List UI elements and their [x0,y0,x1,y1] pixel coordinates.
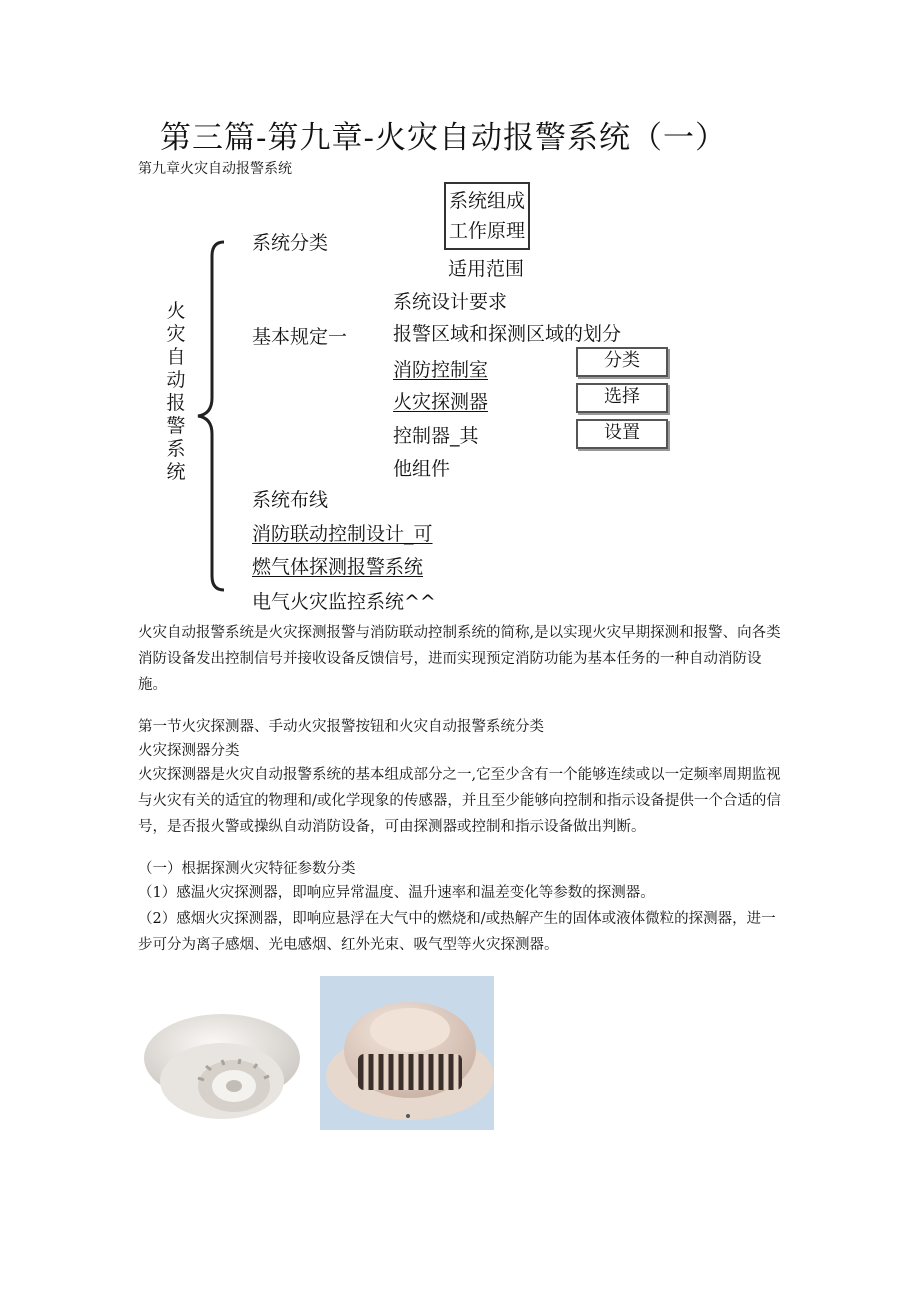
item-heat-detector: （1）感温火灾探测器，即响应异常温度、温升速率和温差变化等参数的探测器。 [138,885,655,901]
item-smoke-detector: （2）感烟火灾探测器，即响应悬浮在大气中的燃烧和/或热解产生的固体或液体微粒的探测器，进一步可分为离子感烟、光电感烟、红外光束、吸气型等火灾探测器。 [138,911,776,953]
intro-paragraph: 火灾自动报警系统是火灾探测报警与消防联动控制系统的简称,是以实现火灾早期探测和报警、向各类消防设备发出控制信号并接收设备反馈信号，进而实现预定消防功能为基本任务的一种自动消防设施。 [138,625,781,693]
top-item-principle: 工作原理 [449,220,526,242]
branch-linkage: 消防联动控制设计_可 [252,523,433,545]
subsection-title: 火灾探测器分类 [138,743,240,759]
chapter-subtitle: 第九章火灾自动报警系统 [138,161,292,177]
box-classify: 分类 [576,347,668,377]
branch-classification: 系统分类 [252,232,329,254]
composition-box [444,182,530,250]
heat-detector-photo [138,996,306,1126]
smoke-detector-photo [320,976,494,1130]
diagram-root-label: 火灾自动报警系统 [166,300,186,483]
definition-paragraph: 火灾探测器是火灾自动报警系统的基本组成部分之一,它至少含有一个能够连续或以一定频率周期监视与火灾有关的适宜的物理和/或化学现象的传感器，并且至少能够向控制和指示设备提供一个合适的信号，是否报火警或操纵自动消防设备，可由探测器或控制和指示设备做出判断。 [138,767,781,835]
section-title: 第一节火灾探测器、手动火灾报警按钮和火灾自动报警系统分类 [138,719,544,735]
rule-design: 系统设计要求 [393,291,508,313]
top-item-composition: 系统组成 [449,190,526,212]
box-select: 选择 [576,383,668,413]
branch-electric: 电气火灾监控系统^^ [252,591,436,613]
rule-zones: 报警区域和探测区域的划分 [393,323,622,345]
classification-heading: （一）根据探测火灾特征参数分类 [138,861,356,877]
branch-wiring: 系统布线 [252,489,329,511]
branch-rules: 基本规定一 [252,326,348,348]
curly-brace [190,238,230,594]
page-title: 第三篇-第九章-火灾自动报警系统（一） [160,120,727,156]
rule-controller-line1: 控制器_其 [393,425,479,447]
rule-scope: 适用范围 [448,258,525,280]
rule-control-room: 消防控制室 [393,359,489,381]
box-setup: 设置 [576,419,668,449]
rule-controller-line2: 他组件 [393,458,451,480]
rule-detector: 火灾探测器 [393,391,489,413]
branch-gas: 燃气体探测报警系统 [252,556,424,578]
